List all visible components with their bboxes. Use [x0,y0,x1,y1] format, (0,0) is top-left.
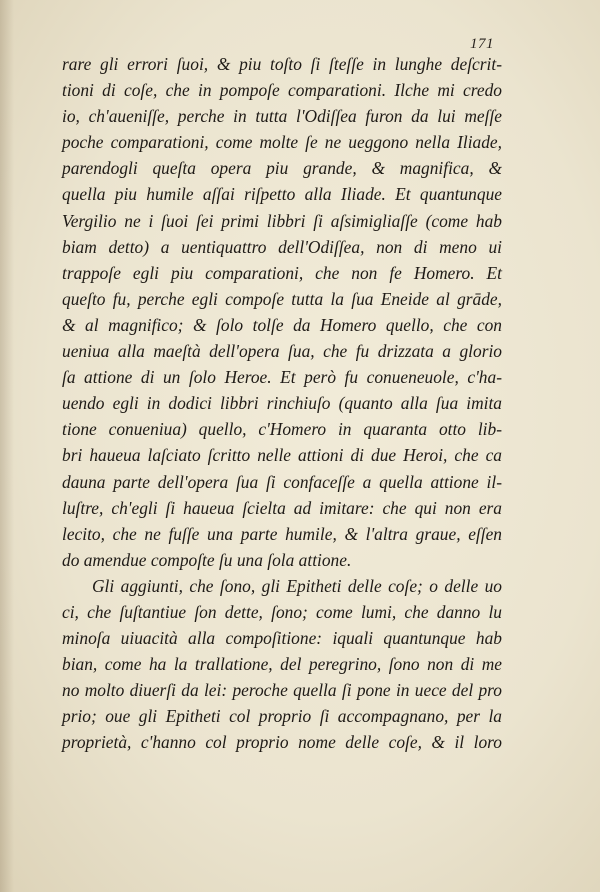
text-line: io, ch'aueniſſe, perche in tutta l'Odiſſea furon da lui meſſe [62,106,502,127]
text-line: uendo egli in dodici libbri rinchiuſo (quanto alla ſua imita [62,393,502,414]
text-line: bri haueua laſciato ſcritto nelle attioni di due Heroi, che ca [62,445,502,466]
text-line: lecito, che ne fuſſe una parte humile, & l'altra graue, eſſen [62,523,502,544]
text-line: trappoſe egli piu comparationi, che non fe Homero. Et [62,262,502,283]
body-text [62,51,502,756]
page-number: 171 [470,36,494,52]
text-line: poche comparationi, come molte ſe ne ueggono nella Iliade, [62,132,502,153]
text-line: biam detto) a uentiquattro dell'Odiſſea, non di meno ui [62,236,502,257]
text-line: minoſa uiuacità alla compoſitione: iquali quantunque hab [62,628,502,649]
text-line: bian, come ha la trallatione, del peregrino, ſono non di me [62,654,502,675]
page-edge-shadow [0,0,14,892]
text-line: quella piu humile aſſai riſpetto alla Iliade. Et quantunque [62,184,502,205]
text-line: dauna parte dell'opera ſua ſi confaceſſe a quella attione il- [62,471,502,492]
text-line: parendogli queſta opera piu grande, & magnifica, & [62,158,502,179]
text-line: prio; oue gli Epitheti col proprio ſi accompagnano, per la [62,706,502,727]
text-line: ci, che ſuſtantiue ſon dette, ſono; come lumi, che danno lu [62,601,502,622]
text-line: no molto diuerſi da lei: peroche quella ſi pone in uece del pro [62,680,502,701]
text-line: tioni di coſe, che in pompoſe comparationi. Ilche mi credo [62,80,502,101]
text-line: queſto fu, perche egli compoſe tutta la ſua Eneide al grāde, [62,288,502,309]
paragraph-first-line: Gli aggiunti, che ſono, gli Epitheti delle coſe; o delle uo [92,575,502,596]
text-line: & al magnifico; & ſolo tolſe da Homero quello, che con [62,314,502,335]
text-line: ueniua alla maeſtà dell'opera ſua, che fu drizzata a glorio [62,341,502,362]
text-line: ſa attione di un ſolo Heroe. Et però fu conueneuole, c'ha- [62,367,502,388]
text-line: proprietà, c'hanno col proprio nome delle coſe, & il loro [62,732,502,753]
text-line: tione conueniua) quello, c'Homero in quaranta otto lib- [62,419,502,440]
text-line: luſtre, ch'egli ſi haueua ſcielta ad imitare: che qui non era [62,497,502,518]
text-line: Vergilio ne i ſuoi ſei primi libbri ſi aſsimigliaſſe (come hab [62,210,502,231]
paragraph-last-line: do amendue compoſte ſu una ſola attione. [62,549,352,570]
text-line: rare gli errori ſuoi, & piu toſto ſi ſteſſe in lunghe deſcrit- [62,54,502,74]
